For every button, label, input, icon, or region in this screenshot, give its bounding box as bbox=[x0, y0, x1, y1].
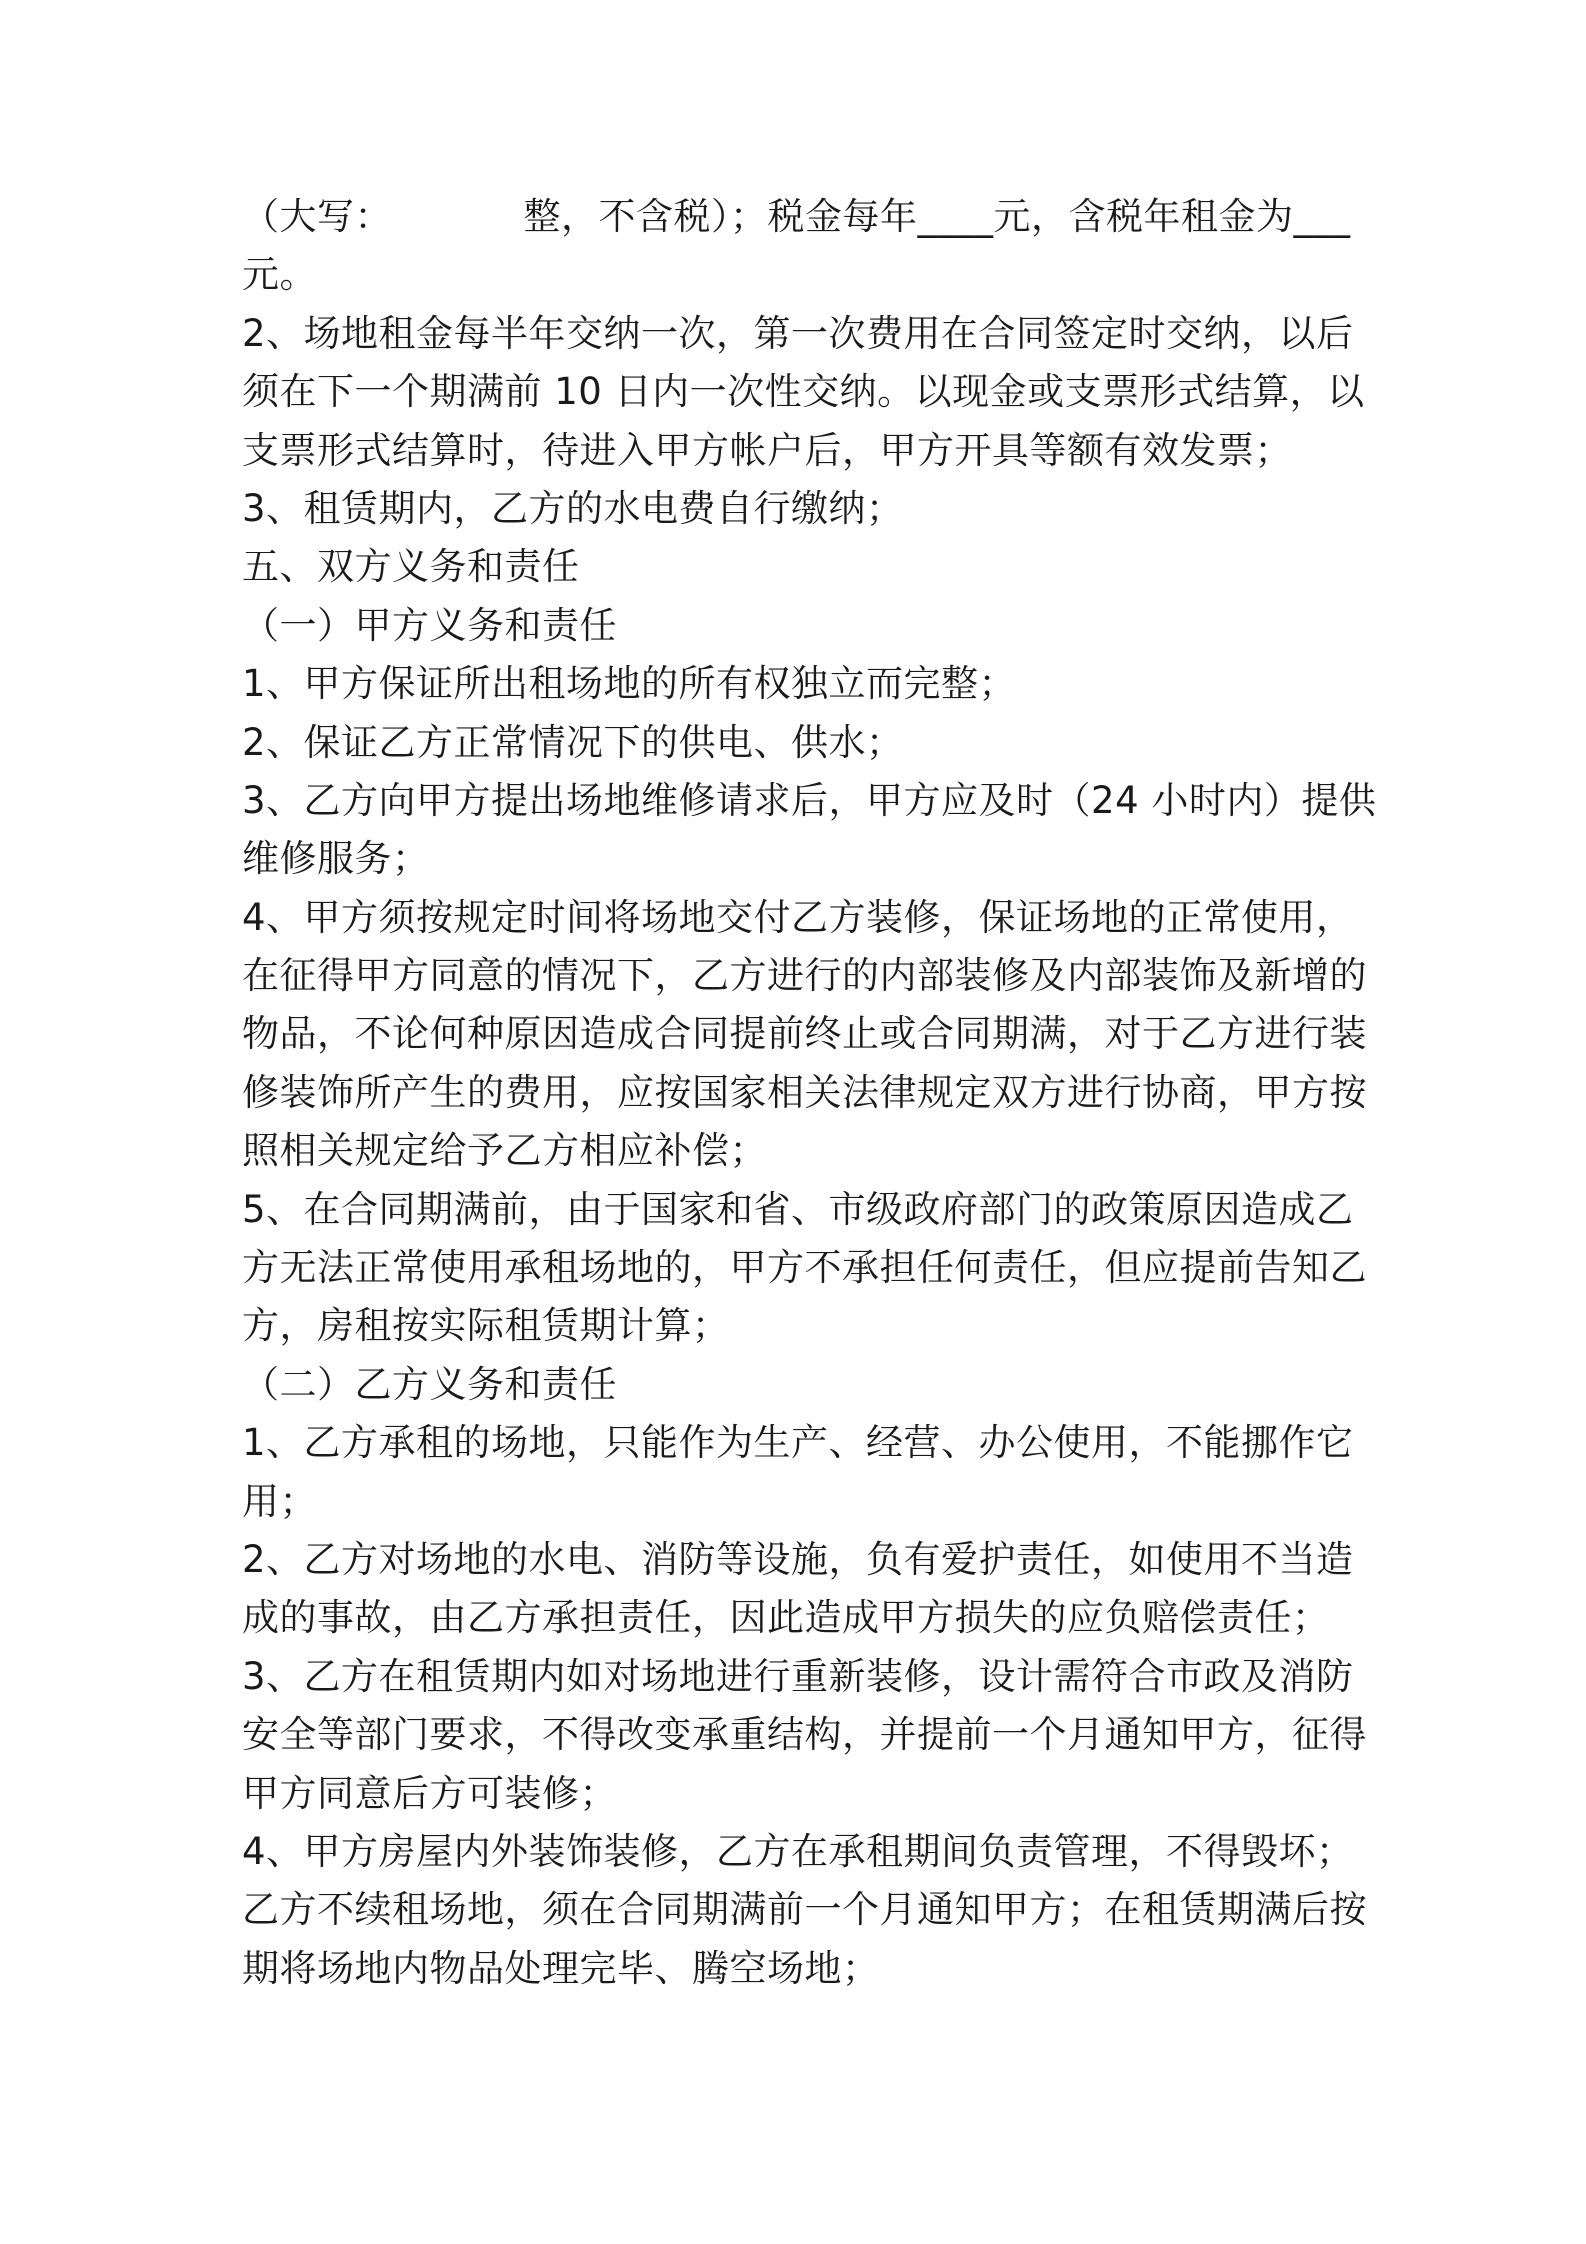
text-line: 用； bbox=[242, 1479, 317, 1523]
text-line: 方，房租按实际租赁期计算； bbox=[242, 1304, 730, 1348]
text-line: 4、甲方须按规定时间将场地交付乙方装修，保证场地的正常使用， bbox=[242, 895, 1354, 939]
text-line: 3、乙方向甲方提出场地维修请求后，甲方应及时（24 小时内）提供 bbox=[242, 778, 1377, 822]
subsection-heading: （一）甲方义务和责任 bbox=[242, 603, 617, 647]
text-line: （大写： 整，不含税）；税金每年____元，含税年租金为___ bbox=[242, 195, 1351, 238]
text-line: 5、在合同期满前，由于国家和省、市级政府部门的政策原因造成乙 bbox=[242, 1187, 1354, 1231]
text-line: 甲方同意后方可装修； bbox=[242, 1771, 617, 1815]
text-line: 方无法正常使用承租场地的，甲方不承担任何责任，但应提前告知乙 bbox=[242, 1246, 1367, 1290]
text-line: 2、场地租金每半年交纳一次，第一次费用在合同签定时交纳，以后 bbox=[242, 311, 1354, 355]
text-line: 1、乙方承租的场地，只能作为生产、经营、办公使用，不能挪作它 bbox=[242, 1421, 1354, 1465]
text-line: 2、保证乙方正常情况下的供电、供水； bbox=[242, 720, 904, 764]
text-line: 安全等部门要求，不得改变承重结构，并提前一个月通知甲方，征得 bbox=[242, 1713, 1367, 1757]
text-line: 修装饰所产生的费用，应按国家相关法律规定双方进行协商，甲方按 bbox=[242, 1070, 1367, 1114]
text-line: 须在下一个期满前 10 日内一次性交纳。以现金或支票形式结算，以 bbox=[242, 370, 1365, 414]
document-page bbox=[242, 188, 1377, 1998]
text-line: 期将场地内物品处理完毕、腾空场地； bbox=[242, 1946, 880, 1990]
text-line: 元。 bbox=[242, 253, 317, 297]
text-line: 3、租赁期内，乙方的水电费自行缴纳； bbox=[242, 486, 904, 530]
subsection-heading: （二）乙方义务和责任 bbox=[242, 1362, 617, 1406]
text-line: 成的事故，由乙方承担责任，因此造成甲方损失的应负赔偿责任； bbox=[242, 1596, 1330, 1640]
text-line: 1、甲方保证所出租场地的所有权独立而完整； bbox=[242, 662, 1017, 706]
text-line: 4、甲方房屋内外装饰装修，乙方在承租期间负责管理，不得毁坏； bbox=[242, 1829, 1354, 1873]
text-line: 3、乙方在租赁期内如对场地进行重新装修，设计需符合市政及消防 bbox=[242, 1654, 1354, 1698]
text-line: 维修服务； bbox=[242, 837, 430, 881]
text-line: 乙方不续租场地，须在合同期满前一个月通知甲方；在租赁期满后按 bbox=[242, 1888, 1367, 1932]
text-line: 在征得甲方同意的情况下，乙方进行的内部装修及内部装饰及新增的 bbox=[242, 954, 1367, 998]
section-heading: 五、双方义务和责任 bbox=[242, 545, 580, 589]
text-line: 支票形式结算时，待进入甲方帐户后，甲方开具等额有效发票； bbox=[242, 428, 1292, 472]
text-line: 2、乙方对场地的水电、消防等设施，负有爱护责任，如使用不当造 bbox=[242, 1537, 1354, 1581]
text-line: 照相关规定给予乙方相应补偿； bbox=[242, 1129, 767, 1173]
text-line: 物品，不论何种原因造成合同提前终止或合同期满，对于乙方进行装 bbox=[242, 1012, 1367, 1056]
